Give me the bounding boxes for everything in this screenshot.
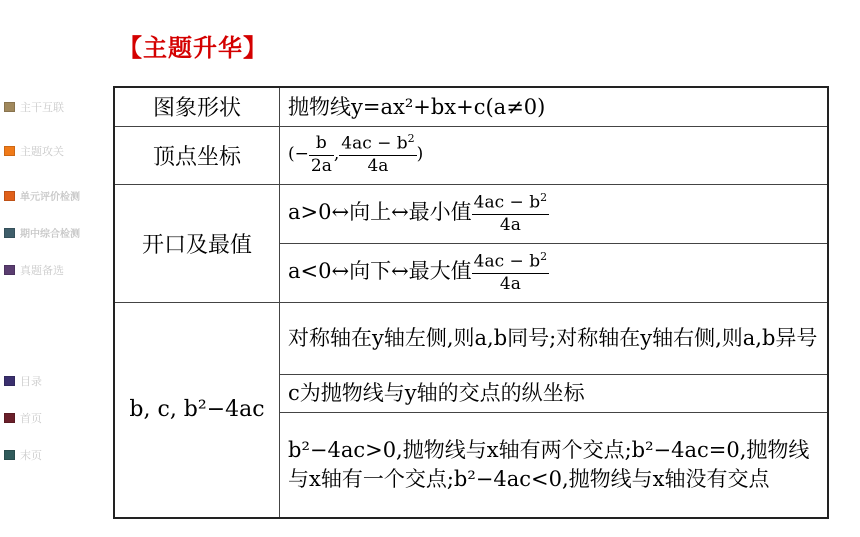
fraction-b-over-2a	[309, 133, 334, 177]
fraction-numerator	[472, 250, 549, 274]
table-row	[114, 184, 828, 243]
nav-square-icon	[4, 413, 15, 423]
nav-item-label: 末页	[20, 449, 42, 462]
vertex-suffix: )	[416, 144, 424, 165]
numerator-text: 4ac − b	[473, 192, 541, 213]
discriminant-cell: b²−4ac>0,抛物线与x轴有两个交点;b²−4ac=0,抛物线与x轴有一个交点;b²−4ac<0,抛物线与x轴没有交点	[280, 412, 829, 518]
row-label: 图象形状	[114, 87, 280, 126]
fraction-max-value	[472, 250, 549, 295]
fraction-numerator	[472, 191, 549, 215]
min-value-text: a>0↔向上↔最小值	[288, 200, 472, 224]
vertex-separator: ,	[333, 144, 340, 165]
fraction-denominator: 4a	[499, 273, 521, 294]
summary-table	[113, 86, 829, 519]
exponent: 2	[540, 190, 548, 204]
nav-square-icon	[4, 102, 15, 112]
nav-square-icon	[4, 191, 15, 201]
page-title: 【主题升华】	[118, 34, 268, 62]
nav-item-trunk[interactable]	[4, 99, 64, 115]
max-value-cell	[280, 243, 829, 302]
max-value-text: a<0↔向下↔最大值	[288, 259, 472, 283]
nav-item-label: 真题备选	[20, 264, 64, 277]
nav-item-label: 单元评价检测	[20, 192, 80, 203]
nav-square-icon	[4, 146, 15, 156]
fraction-numerator	[339, 132, 416, 156]
nav-item-unit-test[interactable]	[4, 188, 80, 203]
fraction-denominator: 4a	[499, 214, 521, 235]
fraction-denominator: 4a	[367, 156, 389, 177]
table-row	[114, 126, 828, 184]
nav-item-last-page[interactable]	[4, 447, 42, 463]
fraction-min-value	[472, 191, 549, 236]
nav-item-label: 首页	[20, 412, 42, 425]
fraction-numerator: b	[309, 133, 334, 155]
nav-item-contents[interactable]	[4, 373, 42, 389]
table-row	[114, 87, 828, 126]
nav-square-icon	[4, 376, 15, 386]
exponent: 2	[540, 249, 548, 263]
nav-square-icon	[4, 450, 15, 460]
table-row	[114, 302, 828, 374]
nav-item-topic[interactable]	[4, 143, 64, 159]
row-label: 顶点坐标	[114, 126, 280, 184]
nav-item-first-page[interactable]	[4, 410, 42, 426]
nav-square-icon	[4, 265, 15, 275]
row-label: 开口及最值	[114, 184, 280, 302]
nav-item-label: 主题攻关	[20, 145, 64, 158]
fraction-denominator: 2a	[310, 155, 332, 176]
nav-square-icon	[4, 228, 15, 238]
vertex-cell	[280, 126, 829, 184]
nav-item-label: 期中综合检测	[20, 229, 80, 240]
numerator-text: 4ac − b	[473, 251, 541, 272]
nav-item-label: 主干互联	[20, 101, 64, 114]
axis-sign-cell: 对称轴在y轴左侧,则a,b同号;对称轴在y轴右侧,则a,b异号	[280, 302, 829, 374]
min-value-cell	[280, 184, 829, 243]
exponent: 2	[407, 132, 415, 146]
nav-item-midterm[interactable]	[4, 225, 80, 240]
nav-item-label: 目录	[20, 375, 42, 388]
nav-item-real-questions[interactable]	[4, 262, 64, 278]
numerator-text: 4ac − b	[341, 134, 408, 155]
fraction-extreme-value	[339, 132, 416, 177]
row-label: b, c, b²−4ac	[114, 302, 280, 518]
vertex-prefix: (−	[288, 144, 309, 165]
c-meaning-cell: c为抛物线与y轴的交点的纵坐标	[280, 374, 829, 412]
shape-cell: 抛物线y=ax²+bx+c(a≠0)	[280, 87, 829, 126]
